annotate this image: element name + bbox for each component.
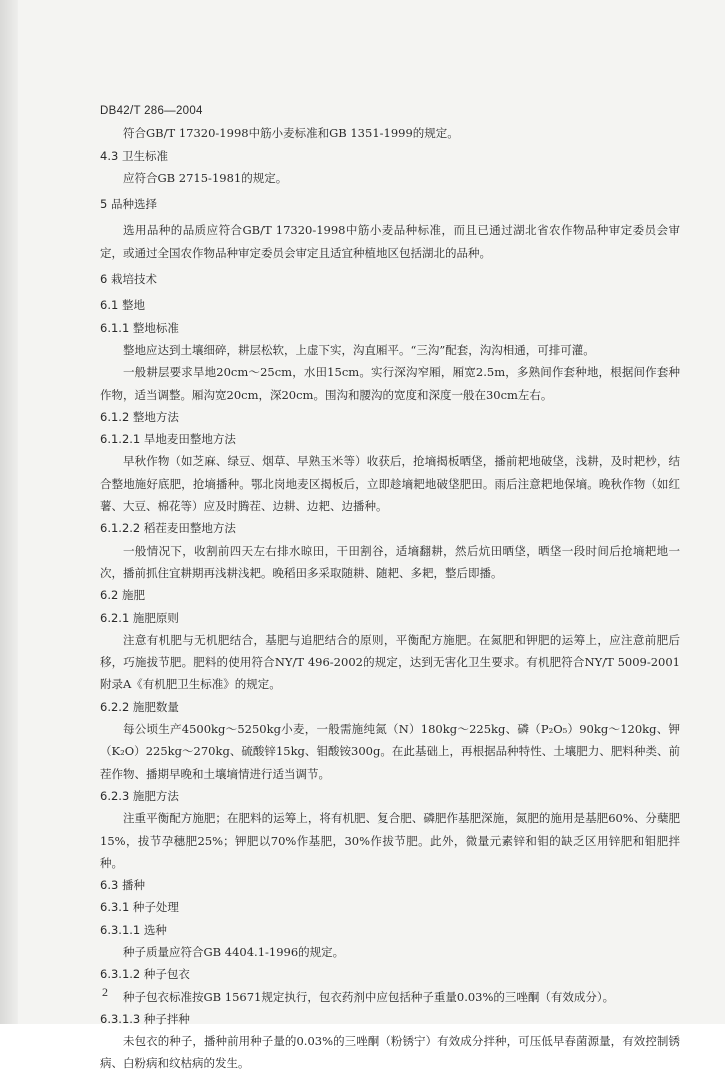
- subsection-heading: 6.2.1 施肥原则: [100, 610, 179, 625]
- body-line: 应符合GB 2715-1981的规定。: [123, 170, 288, 185]
- body-paragraph: 注重平衡配方施肥；在肥料的运筹上，将有机肥、复合肥、磷肥作基肥深施，氮肥的施用是基肥60%、分蘖肥15%，拔节孕穗肥25%；钾肥以70%作基肥，30%作拔节肥。此外，微量元素锌和钼的缺乏区用锌肥和钼肥拌种。: [100, 811, 680, 870]
- document-header: DB42/T 286—2004: [100, 105, 203, 117]
- body-paragraph: 一般耕层要求旱地20cm～25cm，水田15cm。实行深沟窄厢，厢宽2.5m，多熟间作套种地，根据间作套种作物，适当调整。厢沟宽20cm，深20cm。围沟和腰沟的宽度和深度一般在30cm左右。: [100, 365, 680, 402]
- subsection-heading: 6.3.1.2 种子包衣: [100, 967, 190, 982]
- subsection-heading: 4.3 卫生标准: [100, 148, 168, 163]
- page-binding-edge: [0, 0, 18, 1024]
- body-paragraph: 选用品种的品质应符合GB/T 17320-1998中筋小麦品种标准，而且已通过湖北省农作物品种审定委员会审定，或通过全国农作物品种审定委员会审定且适宜种植地区包括湖北的品种。: [100, 223, 680, 260]
- body-text: [100, 122, 680, 1074]
- subsection-heading: 6.3.1.3 种子拌种: [100, 1011, 190, 1026]
- subsection-heading: 6.2.2 施肥数量: [100, 699, 179, 714]
- body-paragraph: 符合GB/T 17320-1998中筋小麦标准和GB 1351-1999的规定。: [123, 126, 459, 141]
- body-line: 种子包衣标准按GB 15671规定执行，包衣药剂中应包括种子重量0.03%的三唑酮（有效成分）。: [123, 989, 615, 1004]
- subsection-heading: 6.3.1 种子处理: [100, 900, 179, 915]
- body-paragraph: 一般情况下，收割前四天左右排水晾田，干田割谷，适墒翻耕，然后炕田晒垡，晒垡一段时间后抢墒耙地一次，播前抓住宜耕期再浅耕浅耙。晚稻田多采取随耕、随耙、多耙，整后即播。: [100, 543, 680, 580]
- subsection-heading: 6.2 施肥: [100, 588, 145, 603]
- subsection-heading: 6.1.1 整地标准: [100, 320, 179, 335]
- subsection-heading: 6.1.2.2 稻茬麦田整地方法: [100, 521, 236, 536]
- body-paragraph: 未包衣的种子，播种前用种子量的0.03%的三唑酮（粉锈宁）有效成分拌种，可压低早春菌源量，有效控制锈病、白粉病和纹枯病的发生。: [100, 1034, 680, 1071]
- subsection-heading: 6.3.1.1 选种: [100, 922, 167, 937]
- body-line: 种子质量应符合GB 4404.1-1996的规定。: [123, 944, 345, 959]
- body-paragraph: 整地应达到土壤细碎，耕层松软，上虚下实，沟直厢平。“三沟”配套，沟沟相通，可排可灌。: [123, 342, 595, 357]
- subsection-heading: 6.2.3 施肥方法: [100, 788, 179, 803]
- subsection-heading: 6.3 播种: [100, 878, 145, 893]
- section-heading: 6 栽培技术: [100, 272, 157, 287]
- subsection-heading: 6.1.2.1 旱地麦田整地方法: [100, 432, 236, 447]
- body-paragraph: 注意有机肥与无机肥结合，基肥与追肥结合的原则，平衡配方施肥。在氮肥和钾肥的运筹上，应注意前肥后移，巧施拔节肥。肥料的使用符合NY/T 496-2002的规定，达到无害化卫生要求。有机肥符合NY/T 5009-2001附录A《有机肥卫生标准》的规定。: [100, 632, 680, 692]
- subsection-heading: 6.1.2 整地方法: [100, 409, 179, 424]
- subsection-heading: 6.1 整地: [100, 298, 145, 313]
- body-paragraph: 每公顷生产4500kg～5250kg小麦，一般需施纯氮（N）180kg～225kg、磷（P₂O₅）90kg～120kg、钾（K₂O）225kg～270kg、硫酸锌15kg、钼酸铵300g。在此基础上，再根据品种特性、土壤肥力、肥料种类、前茬作物、播期早晚和土壤墒情进行适当调节。: [100, 722, 680, 781]
- section-heading: 5 品种选择: [100, 197, 157, 212]
- body-paragraph: 早秋作物（如芝麻、绿豆、烟草、早熟玉米等）收获后，抢墒揭板晒垡，播前耙地破垡，浅耕，及时耙杪，结合整地施好底肥，抢墒播种。鄂北岗地麦区揭板后，立即趁墒耙地破垡肥田。雨后注意耙地保墒。晚秋作物（如红薯、大豆、棉花等）应及时腾茬、边耕、边耙、边播种。: [100, 454, 680, 514]
- page-number: 2: [102, 985, 108, 999]
- page-content: [100, 100, 680, 1075]
